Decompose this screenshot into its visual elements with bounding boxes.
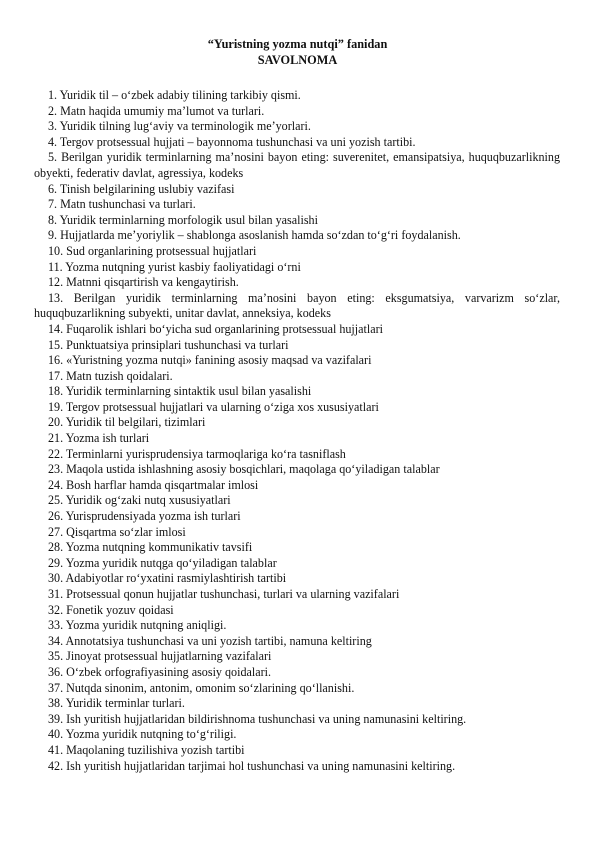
question-item: 30. Adabiyotlar ro‘yxatini rasmiylashtirish tartibi	[48, 571, 287, 586]
question-item: 32. Fonetik yozuv qoidasi	[48, 602, 174, 617]
question-item: 38. Yuridik terminlar turlari.	[48, 696, 185, 711]
question-item: 15. Punktuatsiya prinsiplari tushunchasi va turlari	[48, 337, 289, 352]
question-item: 27. Qisqartma so‘zlar imlosi	[48, 524, 186, 539]
question-item: 40. Yozma yuridik nutqning to‘g‘riligi.	[48, 727, 237, 742]
question-item: 1. Yuridik til – o‘zbek adabiy tilining tarkibiy qismi.	[48, 88, 301, 102]
question-item: 35. Jinoyat protsessual hujjatlarning vazifalari	[48, 649, 272, 664]
question-item: 7. Matn tushunchasi va turlari.	[48, 197, 196, 212]
question-item: 13. Berilgan yuridik terminlarning ma’nosini bayon eting: eksgumatsiya, varvarizm so‘zlar, huquqbuzarlikning subyekti, unitar davlat, anneksiya, kodeks	[34, 290, 560, 321]
question-item: 6. Tinish belgilarining uslubiy vazifasi	[48, 181, 235, 196]
question-item: 12. Matnni qisqartirish va kengaytirish.	[48, 275, 239, 290]
question-item: 14. Fuqarolik ishlari bo‘yicha sud organlarining protsessual hujjatlari	[48, 321, 383, 336]
document-subtitle: SAVOLNOMA	[257, 53, 338, 67]
question-item: 22. Terminlarni yurisprudensiya tarmoqlariga ko‘ra tasniflash	[48, 446, 346, 461]
question-list	[34, 88, 560, 774]
question-item: 16. «Yuristning yozma nutqi» fanining asosiy maqsad va vazifalari	[48, 353, 372, 368]
question-item: 21. Yozma ish turlari	[48, 431, 150, 446]
question-item: 23. Maqola ustida ishlashning asosiy bosqichlari, maqolaga qo‘yiladigan talablar	[48, 462, 440, 477]
document-title: “Yuristning yozma nutqi” fanidan	[207, 37, 388, 51]
question-item: 20. Yuridik til belgilari, tizimlari	[48, 415, 206, 430]
question-item: 8. Yuridik terminlarning morfologik usul bilan yasalishi	[48, 212, 318, 227]
question-item: 18. Yuridik terminlarning sintaktik usul bilan yasalishi	[48, 384, 312, 399]
question-item: 19. Tergov protsessual hujjatlari va ularning o‘ziga xos xususiyatlari	[48, 399, 379, 414]
question-item: 39. Ish yuritish hujjatlaridan bildirishnoma tushunchasi va uning namunasini keltiring.	[48, 711, 467, 726]
question-item: 29. Yozma yuridik nutqga qo‘yiladigan talablar	[48, 555, 277, 570]
question-item: 37. Nutqda sinonim, antonim, omonim so‘zlarining qo‘llanishi.	[48, 680, 355, 695]
question-item: 3. Yuridik tilning lug‘aviy va terminologik me’yorlari.	[48, 119, 311, 134]
question-item: 11. Yozma nutqning yurist kasbiy faoliyatidagi o‘rni	[48, 259, 301, 274]
question-item: 34. Annotatsiya tushunchasi va uni yozish tartibi, namuna keltiring	[48, 633, 372, 648]
question-item: 26. Yurisprudensiyada yozma ish turlari	[48, 509, 241, 524]
question-item: 41. Maqolaning tuzilishiva yozish tartibi	[48, 742, 245, 757]
question-item: 10. Sud organlarining protsessual hujjatlari	[48, 243, 257, 258]
question-item: 2. Matn haqida umumiy ma’lumot va turlari.	[48, 103, 265, 118]
question-item: 36. O‘zbek orfografiyasining asosiy qoidalari.	[48, 664, 272, 679]
question-item: 24. Bosh harflar hamda qisqartmalar imlosi	[48, 477, 259, 492]
question-item: 33. Yozma yuridik nutqning aniqligi.	[48, 618, 227, 633]
question-item: 4. Tergov protsessual hujjati – bayonnoma tushunchasi va uni yozish tartibi.	[48, 134, 416, 149]
question-item: 31. Protsessual qonun hujjatlar tushunchasi, turlari va ularning vazifalari	[48, 587, 400, 601]
question-item: 5. Berilgan yuridik terminlarning ma’nosini bayon eting: suverenitet, emansipatsiya, huquqbuzarlikning obyekti, federativ davlat, agressiya, kodeks	[34, 150, 560, 180]
question-item: 25. Yuridik og‘zaki nutq xususiyatlari	[48, 493, 231, 508]
question-item: 9. Hujjatlarda me’yoriylik – shablonga asoslanish hamda so‘zdan to‘g‘ri foydalanish.	[48, 228, 461, 243]
question-item: 17. Matn tuzish qoidalari.	[48, 368, 173, 383]
question-item: 42. Ish yuritish hujjatlaridan tarjimai hol tushunchasi va uning namunasini keltiring.	[48, 758, 456, 773]
question-item: 28. Yozma nutqning kommunikativ tavsifi	[48, 540, 253, 555]
